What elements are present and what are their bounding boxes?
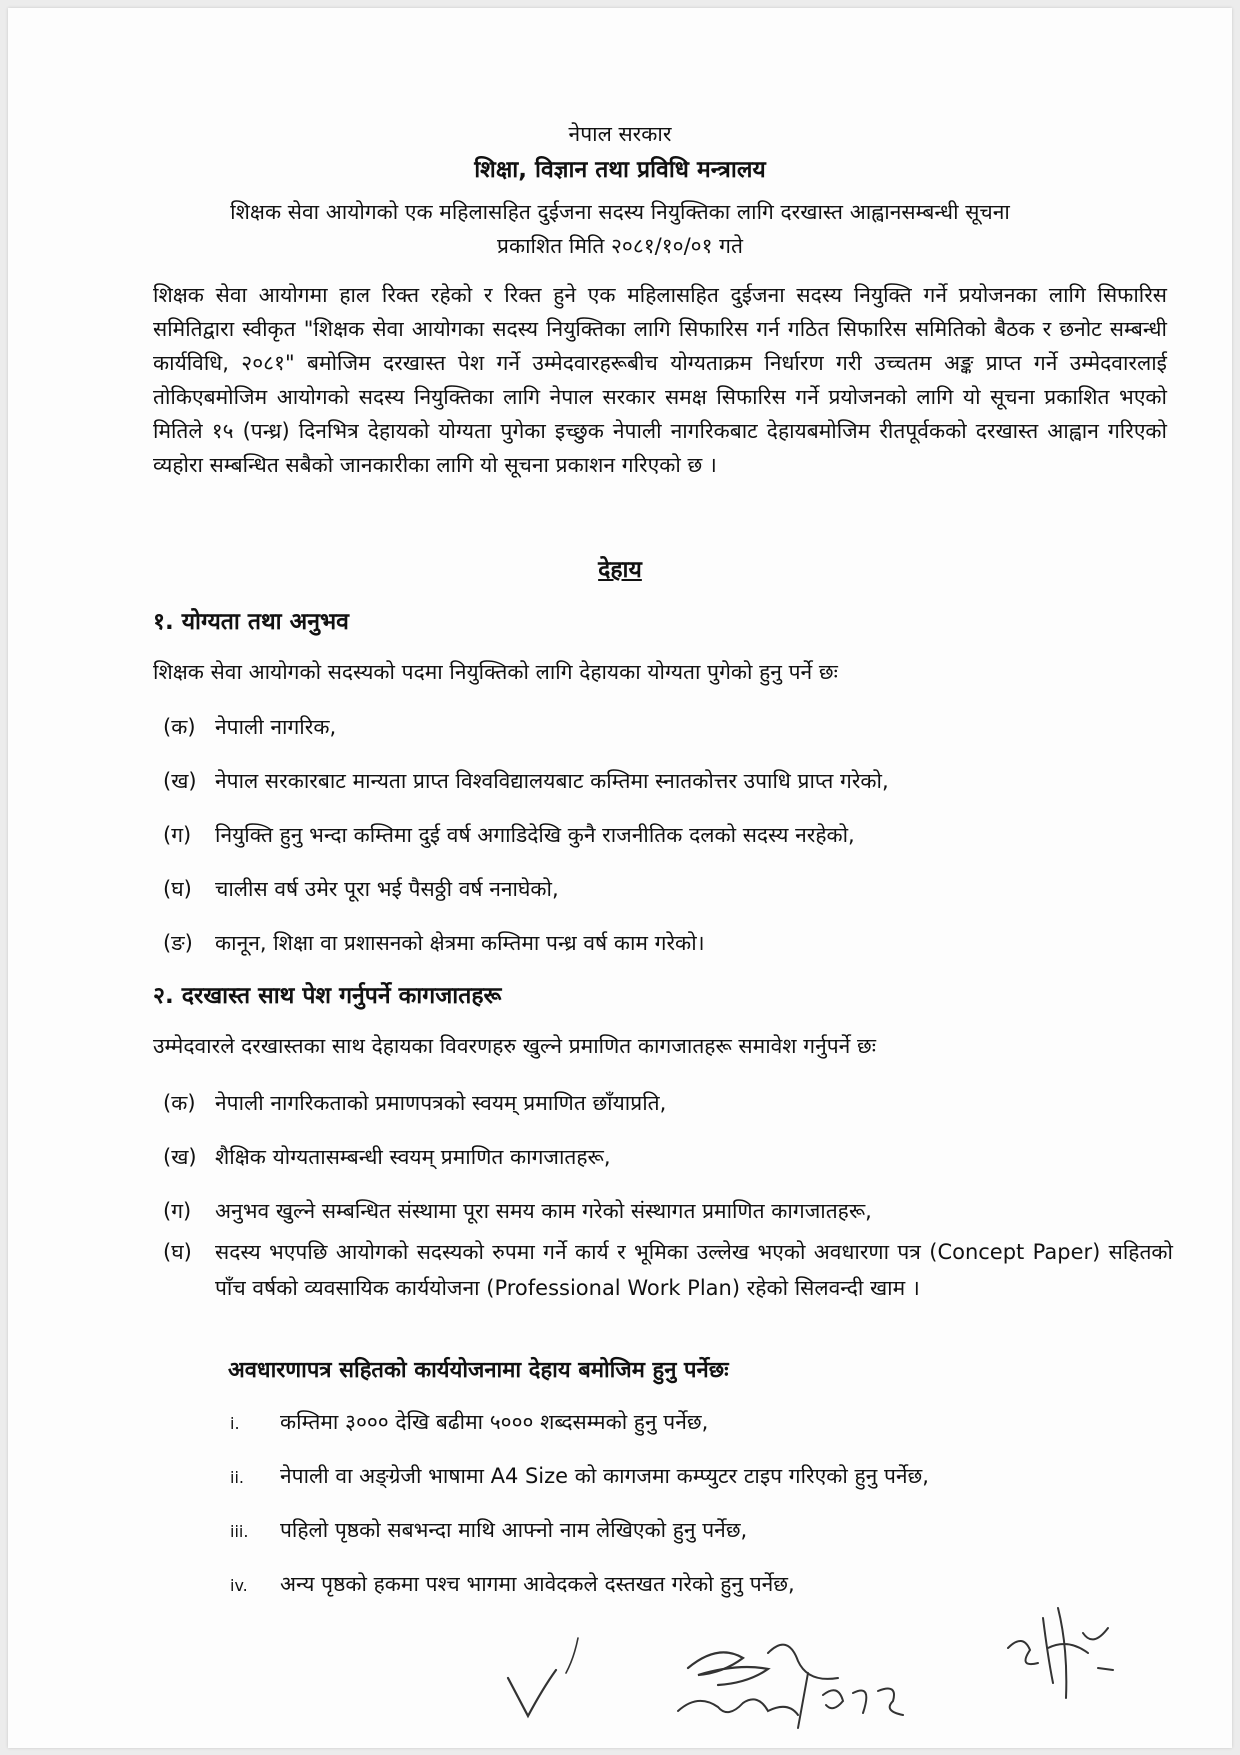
section1-heading: १. योग्यता तथा अनुभव: [153, 609, 349, 635]
item-marker: i.: [230, 1414, 240, 1433]
list-item: [163, 1194, 1173, 1228]
list-item: [163, 764, 1173, 798]
publish-date: प्रकाशित मिति २०८१/१०/०१ गते: [497, 234, 743, 258]
item-marker: (ग): [163, 1199, 192, 1223]
section2-lead: उम्मेदवारले दरखास्तका साथ देहायका विवरणहरु खुल्ने प्रमाणित कागजातहरू समावेश गर्नुपर्ने छः: [153, 1034, 876, 1058]
list-item: [163, 1140, 1173, 1174]
list-item: [163, 872, 1173, 906]
item-marker: (घ): [163, 1240, 192, 1264]
item-marker: (ङ): [163, 931, 193, 955]
list-item: [230, 1570, 795, 1598]
item-marker: (घ): [163, 877, 192, 901]
intro-paragraph: शिक्षक सेवा आयोगमा हाल रिक्त रहेको र रिक्त हुने एक महिलासहित दुईजना सदस्य नियुक्ति गर्ने प्रयोजनका लागि सिफारिस समितिद्वारा स्वीकृत "शिक्षक सेवा आयोगका सदस्य नियुक्तिका लागि सिफारिस गर्न गठित सिफारिस समितिको बैठक र छनोट सम्बन्धी कार्यविधि, २०८१" बमोजिम दरखास्त पेश गर्ने उम्मेदवारहरूबीच योग्यताक्रम निर्धारण गरी उच्चतम अङ्क प्राप्त गर्ने उम्मेदवारलाई तोकिएबमोजिम आयोगको सदस्य नियुक्तिका लागि नेपाल सरकार समक्ष सिफारिस गर्ने प्रयोजनको लागि यो सूचना प्रकाशित भएको मितिले १५ (पन्ध्र) दिनभित्र देहायको योग्यता पुगेका इच्छुक नेपाली नागरिकबाट देहायबमोजिम रीतपूर्वकको दरखास्त आह्वान गरिएको व्यहोरा सम्बन्धित सबैको जानकारीका लागि यो सूचना प्रकाशन गरिएको छ ।: [153, 283, 1167, 477]
list-item: [230, 1516, 747, 1544]
signature-with-date: [648, 1623, 948, 1743]
dehay-heading: देहाय: [598, 557, 642, 583]
list-item: [163, 710, 1173, 744]
item-text: चालीस वर्ष उमेर पूरा भई पैसठ्ठी वर्ष ननाघेको,: [215, 877, 559, 901]
item-text: शैक्षिक योग्यतासम्बन्धी स्वयम् प्रमाणित कागजातहरू,: [215, 1145, 611, 1169]
item-text: अन्य पृष्ठको हकमा पश्च भागमा आवेदकले दस्तखत गरेको हुनु पर्नेछ,: [280, 1572, 795, 1596]
item-marker: iii.: [230, 1522, 249, 1541]
item-marker: (क): [163, 1091, 196, 1115]
item-marker: (ख): [163, 1145, 197, 1169]
signature-mark-left: [488, 1618, 628, 1728]
item-text: सदस्य भएपछि आयोगको सदस्यको रुपमा गर्ने कार्य र भूमिका उल्लेख भएको अवधारणा पत्र (Concept Paper) सहितको पाँच वर्षको व्यवसायिक कार्ययोजना (Professional Work Plan) रहेको सिलवन्दी खाम ।: [215, 1240, 1173, 1300]
section1-lead: शिक्षक सेवा आयोगको सदस्यको पदमा नियुक्तिको लागि देहायका योग्यता पुगेको हुनु पर्ने छः: [153, 660, 838, 684]
ministry-name: शिक्षा, विज्ञान तथा प्रविधि मन्त्रालय: [474, 157, 766, 183]
item-marker: (ग): [163, 823, 192, 847]
notice-title: शिक्षक सेवा आयोगको एक महिलासहित दुईजना सदस्य नियुक्तिका लागि दरखास्त आह्वानसम्बन्धी सूचना: [230, 200, 1010, 224]
subsection-heading: अवधारणापत्र सहितको कार्ययोजनामा देहाय बमोजिम हुनु पर्नेछः: [228, 1358, 729, 1383]
item-text: कानून, शिक्षा वा प्रशासनको क्षेत्रमा कम्तिमा पन्ध्र वर्ष काम गरेको।: [215, 931, 705, 955]
item-marker: iv.: [230, 1576, 248, 1595]
list-item: [230, 1462, 929, 1490]
list-item: [163, 818, 1173, 852]
section2-heading: २. दरखास्त साथ पेश गर्नुपर्ने कागजातहरू: [153, 983, 502, 1009]
item-text: नेपाली नागरिक,: [215, 715, 337, 739]
item-text: कम्तिमा ३००० देखि बढीमा ५००० शब्दसम्मको हुनु पर्नेछ,: [280, 1410, 709, 1434]
item-text: नेपाली वा अङ्ग्रेजी भाषामा A4 Size को कागजमा कम्प्युटर टाइप गरिएको हुनु पर्नेछ,: [280, 1464, 929, 1488]
item-text: पहिलो पृष्ठको सबभन्दा माथि आफ्नो नाम लेखिएको हुनु पर्नेछ,: [280, 1518, 748, 1542]
government-header: नेपाल सरकार: [568, 122, 672, 146]
list-item: [230, 1408, 708, 1436]
list-item: [163, 1086, 1173, 1120]
item-text: अनुभव खुल्ने सम्बन्धित संस्थामा पूरा समय काम गरेको संस्थागत प्रमाणित कागजातहरू,: [215, 1199, 872, 1223]
signature-mark-right: [988, 1588, 1138, 1718]
document-page: [8, 8, 1232, 1748]
item-text: नियुक्ति हुनु भन्दा कम्तिमा दुई वर्ष अगाडिदेखि कुनै राजनीतिक दलको सदस्य नरहेको,: [215, 823, 855, 847]
item-marker: ii.: [230, 1468, 244, 1487]
list-item: [163, 926, 1173, 960]
list-item: [163, 1234, 1173, 1306]
item-text: नेपाल सरकारबाट मान्यता प्राप्त विश्वविद्यालयबाट कम्तिमा स्नातकोत्तर उपाधि प्राप्त गरेको,: [215, 769, 889, 793]
item-marker: (ख): [163, 769, 197, 793]
item-marker: (क): [163, 715, 196, 739]
item-text: नेपाली नागरिकताको प्रमाणपत्रको स्वयम् प्रमाणित छाँयाप्रति,: [215, 1091, 667, 1115]
